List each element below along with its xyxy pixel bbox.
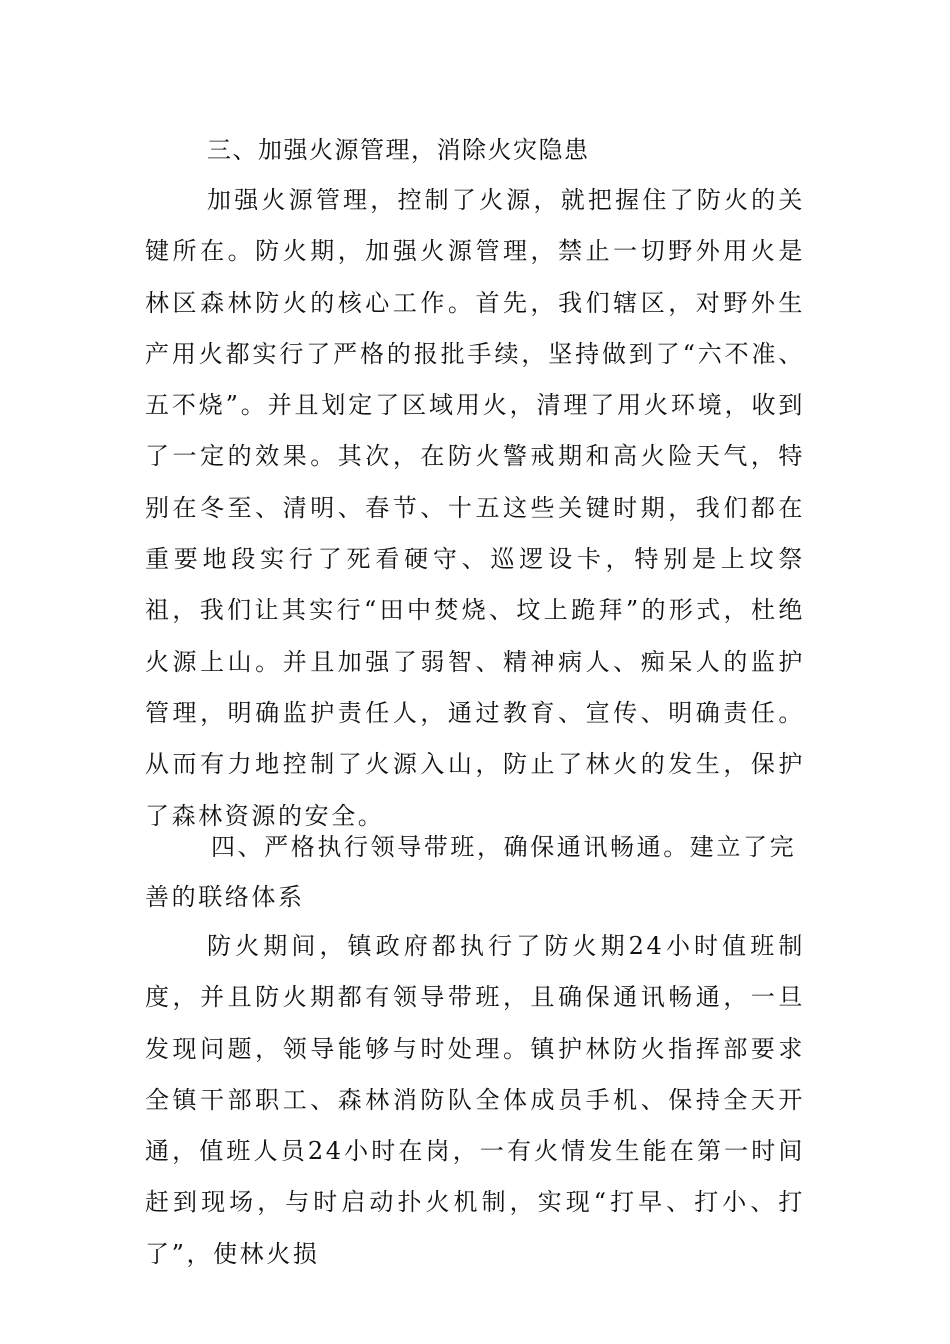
document-page bbox=[145, 0, 805, 1344]
section-4-heading: 四、严格执行领导带班，确保通讯畅通。建立了完善的联络体系 bbox=[145, 833, 797, 911]
section-4-paragraph: 防火期间，镇政府都执行了防火期24小时值班制度，并且防火期都有领导带班，且确保通讯畅通，一旦发现问题，领导能够与时处理。镇护林防火指挥部要求全镇干部职工、森林消防队全体成员手机、保持全天开通，值班人员24小时在岗，一有火情发生能在第一时间赶到现场，与时启动扑火机制，实现“打早、打小、打了”，使林火损 bbox=[145, 932, 805, 1268]
section-3-paragraph: 加强火源管理，控制了火源，就把握住了防火的关键所在。防火期，加强火源管理，禁止一切野外用火是林区森林防火的核心工作。首先，我们辖区，对野外生产用火都实行了严格的报批手续，坚持做到了“六不准、五不烧”。并且划定了区域用火，清理了用火环境，收到了一定的效果。其次，在防火警戒期和高火险天气，特别在冬至、清明、春节、十五这些关键时期，我们都在重要地段实行了死看硬守、巡逻设卡，特别是上坟祭祖，我们让其实行“田中焚烧、坟上跪拜”的形式，杜绝火源上山。并且加强了弱智、精神病人、痴呆人的监护管理，明确监护责任人，通过教育、宣传、明确责任。从而有力地控制了火源入山，防止了林火的发生，保护了森林资源的安全。 bbox=[145, 186, 805, 830]
section-3-heading: 三、加强火源管理，消除火灾隐患 bbox=[207, 136, 590, 164]
